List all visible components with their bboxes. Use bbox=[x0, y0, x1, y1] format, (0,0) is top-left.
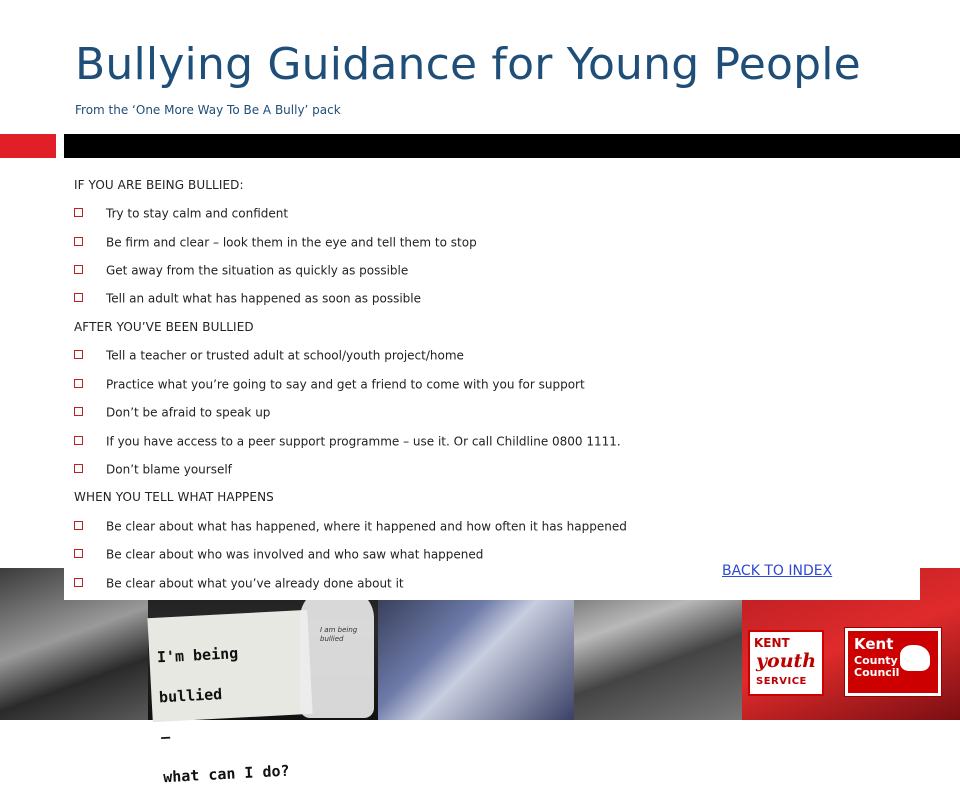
square-bullet-icon bbox=[74, 407, 83, 416]
list-item bbox=[74, 348, 464, 363]
kent-youth-service-logo bbox=[748, 630, 824, 696]
list-item bbox=[74, 519, 627, 534]
section-heading: WHEN YOU TELL WHAT HAPPENS bbox=[74, 490, 274, 504]
note-line: bullied bbox=[158, 685, 223, 707]
note-line: what can I do? bbox=[162, 761, 290, 787]
item-text: Be firm and clear – look them in the eye and tell them to stop bbox=[106, 235, 477, 250]
item-text: Tell a teacher or trusted adult at school/youth project/home bbox=[106, 348, 464, 363]
hand-text: I am being bullied bbox=[320, 626, 358, 643]
logo-text: County bbox=[854, 654, 898, 667]
item-text: If you have access to a peer support programme – use it. Or call Childline 0800 1111. bbox=[106, 434, 621, 449]
item-text: Get away from the situation as quickly as possible bbox=[106, 263, 409, 278]
list-item bbox=[74, 263, 408, 278]
item-text: Practice what you’re going to say and get a friend to come with you for support bbox=[106, 377, 585, 392]
item-text: Be clear about what you’ve already done about it bbox=[106, 576, 404, 591]
list-item bbox=[74, 291, 421, 306]
item-text: Tell an adult what has happened as soon as possible bbox=[106, 291, 421, 306]
list-item bbox=[74, 434, 621, 449]
logo-text: Kent bbox=[854, 635, 894, 653]
section-heading: IF YOU ARE BEING BULLIED: bbox=[74, 178, 244, 192]
list-item bbox=[74, 377, 585, 392]
square-bullet-icon bbox=[74, 265, 83, 274]
list-item bbox=[74, 462, 232, 477]
note-text bbox=[155, 621, 291, 807]
logo-text bbox=[854, 655, 899, 679]
square-bullet-icon bbox=[74, 549, 83, 558]
horse-icon bbox=[900, 645, 930, 671]
square-bullet-icon bbox=[74, 578, 83, 587]
accent-bar-black bbox=[64, 134, 960, 158]
list-item bbox=[74, 547, 483, 562]
content-panel bbox=[64, 158, 920, 600]
item-text: Don’t blame yourself bbox=[106, 462, 232, 477]
note-line: I'm being bbox=[156, 644, 239, 667]
logo-text: KENT bbox=[754, 636, 790, 650]
kent-county-council-logo bbox=[845, 628, 941, 696]
item-text: Be clear about what has happened, where it happened and how often it has happened bbox=[106, 519, 627, 534]
logo-text: Council bbox=[854, 666, 900, 679]
note-line: – bbox=[160, 727, 171, 747]
list-item bbox=[74, 206, 288, 221]
slide-subtitle: From the ‘One More Way To Be A Bully’ pack bbox=[75, 103, 341, 117]
list-item bbox=[74, 576, 404, 591]
square-bullet-icon bbox=[74, 436, 83, 445]
item-text: Don’t be afraid to speak up bbox=[106, 405, 271, 420]
accent-bar-red bbox=[0, 134, 56, 158]
slide-title: Bullying Guidance for Young People bbox=[75, 39, 861, 90]
list-item bbox=[74, 405, 270, 420]
section-heading: AFTER YOU’VE BEEN BULLIED bbox=[74, 320, 254, 334]
square-bullet-icon bbox=[74, 208, 83, 217]
square-bullet-icon bbox=[74, 379, 83, 388]
square-bullet-icon bbox=[74, 293, 83, 302]
logo-text: SERVICE bbox=[756, 676, 807, 687]
back-to-index-link[interactable]: BACK TO INDEX bbox=[722, 563, 833, 579]
item-text: Be clear about who was involved and who saw what happened bbox=[106, 547, 484, 562]
list-item bbox=[74, 235, 477, 250]
square-bullet-icon bbox=[74, 521, 83, 530]
square-bullet-icon bbox=[74, 464, 83, 473]
logo-text: youth bbox=[756, 650, 817, 672]
hand-image bbox=[300, 588, 374, 718]
square-bullet-icon bbox=[74, 237, 83, 246]
square-bullet-icon bbox=[74, 350, 83, 359]
item-text: Try to stay calm and confident bbox=[106, 206, 289, 221]
